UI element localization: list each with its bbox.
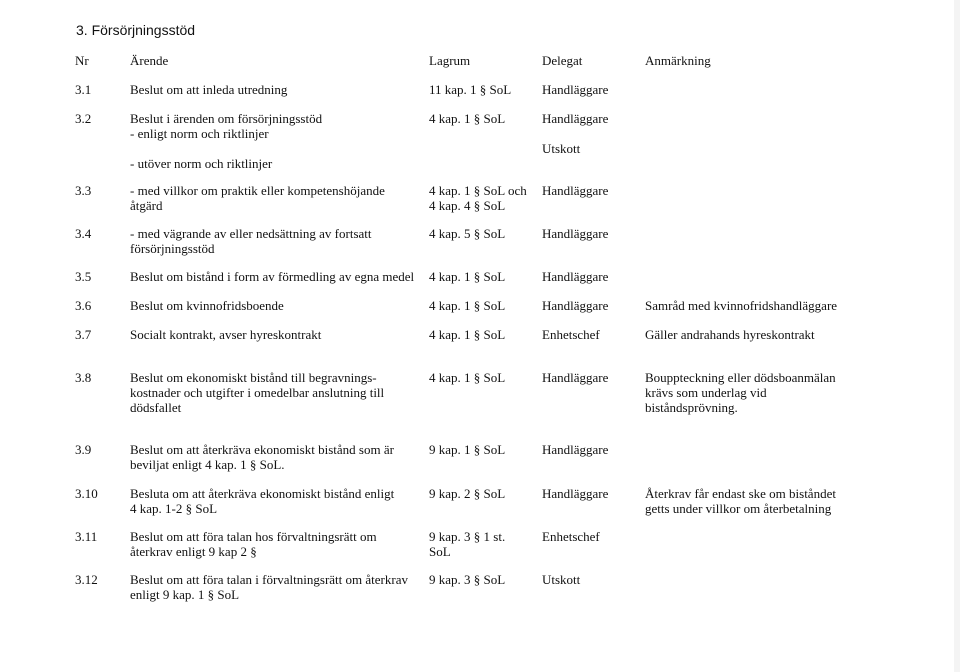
header-delegat: Delegat [542,53,583,68]
text-line [130,141,322,156]
row-delegat [542,529,600,544]
text-line: åtgärd [130,198,163,213]
row-nr: 3.11 [75,529,98,544]
row-delegat [542,442,608,457]
text-line: 4 kap. 1 § SoL [429,327,506,342]
row-lagrum [429,269,505,284]
text-line: Utskott [542,141,581,156]
row-arende [130,572,408,602]
header-anmarkning: Anmärkning [645,53,711,68]
row-delegat [542,370,608,385]
text-line: Beslut om bistånd i form av förmedling av egna medel [130,269,415,284]
text-line: Handläggare [542,111,609,126]
row-delegat [542,82,608,97]
row-arende [130,442,394,472]
row-lagrum [429,226,505,241]
text-line: Beslut i ärenden om försörjningsstöd [130,111,323,126]
text-line: Återkrav får endast ske om biståndet [645,486,836,501]
text-line: Beslut om kvinnofridsboende [130,298,284,313]
text-line: biståndsprövning. [645,400,738,415]
text-line: återkrav enligt 9 kap 2 § [130,544,257,559]
text-line: Utskott [542,572,581,587]
row-nr: 3.12 [75,572,98,587]
row-arende [130,327,321,342]
row-nr: 3.9 [75,442,92,457]
text-line: Handläggare [542,442,609,457]
text-line: - med villkor om praktik eller kompetenshöjande [130,183,385,198]
text-line: - med vägrande av eller nedsättning av fortsatt [130,226,372,241]
text-line: Gäller andrahands hyreskontrakt [645,327,815,342]
text-line: Beslut om att föra talan i förvaltningsrätt om återkrav [130,572,408,587]
text-line: Enhetschef [542,327,600,342]
row-arende [130,370,384,415]
text-line: 9 kap. 3 § 1 st. [429,529,506,544]
text-line: beviljat enligt 4 kap. 1 § SoL. [130,457,285,472]
row-nr: 3.3 [75,183,92,198]
row-delegat [542,298,608,313]
row-delegat [542,183,608,198]
text-line: - utöver norm och riktlinjer [130,156,273,171]
row-nr: 3.7 [75,327,92,342]
text-line: 11 kap. 1 § SoL [429,82,512,97]
row-anmarkning [645,327,815,342]
row-arende [130,183,385,213]
text-line: Handläggare [542,269,609,284]
text-line: 4 kap. 1 § SoL [429,370,506,385]
row-lagrum [429,442,505,457]
text-line: 4 kap. 1-2 § SoL [130,501,218,516]
row-lagrum [429,370,505,385]
row-lagrum [429,486,505,501]
text-line: Handläggare [542,183,609,198]
row-lagrum [429,111,505,126]
text-line: SoL [429,544,451,559]
text-line: 9 kap. 1 § SoL [429,442,506,457]
row-nr: 3.8 [75,370,92,385]
text-line: dödsfallet [130,400,182,415]
row-lagrum [429,327,505,342]
row-arende [130,82,287,97]
text-line: Bouppteckning eller dödsboanmälan [645,370,836,385]
row-delegat [542,327,600,342]
page-edge-shadow [954,0,960,672]
text-line: Samråd med kvinnofridshandläggare [645,298,838,313]
header-arende: Ärende [130,53,169,68]
text-line: 4 kap. 1 § SoL [429,111,506,126]
text-line: Enhetschef [542,529,600,544]
text-line: Handläggare [542,370,609,385]
text-line: kostnader och utgifter i omedelbar anslutning till [130,385,385,400]
header-nr: Nr [75,53,89,68]
row-lagrum [429,572,505,587]
text-line: 4 kap. 4 § SoL [429,198,506,213]
row-arende [130,298,284,313]
row-nr: 3.5 [75,269,92,284]
row-delegat [542,226,608,241]
row-arende [130,111,322,171]
text-line: 4 kap. 5 § SoL [429,226,506,241]
row-anmarkning [645,298,837,313]
row-lagrum [429,529,505,559]
section-title: 3. Försörjningsstöd [76,22,196,38]
row-delegat [542,572,580,587]
text-line: - enligt norm och riktlinjer [130,126,269,141]
text-line: krävs som underlag vid [645,385,767,400]
row-lagrum [429,82,511,97]
row-nr: 3.6 [75,298,92,313]
text-line: enligt 9 kap. 1 § SoL [130,587,240,602]
row-nr: 3.10 [75,486,98,501]
row-nr: 3.4 [75,226,92,241]
text-line: 4 kap. 1 § SoL [429,269,506,284]
row-arende [130,529,377,559]
row-lagrum [429,183,527,213]
text-line: Beslut om att återkräva ekonomiskt bistånd som är [130,442,394,457]
header-lagrum: Lagrum [429,53,471,68]
row-nr: 3.2 [75,111,92,126]
text-line: 9 kap. 2 § SoL [429,486,506,501]
text-line: Beslut om ekonomiskt bistånd till begravnings- [130,370,377,385]
text-line: getts under villkor om återbetalning [645,501,832,516]
row-anmarkning [645,486,836,516]
row-anmarkning [645,370,836,415]
row-delegat [542,111,608,156]
text-line: 4 kap. 1 § SoL och [429,183,527,198]
row-delegat [542,486,608,501]
text-line: Handläggare [542,82,609,97]
row-lagrum [429,298,505,313]
row-delegat [542,269,608,284]
text-line: Beslut om att föra talan hos förvaltningsrätt om [130,529,377,544]
text-line: försörjningsstöd [130,241,215,256]
row-nr: 3.1 [75,82,92,97]
text-line: 4 kap. 1 § SoL [429,298,506,313]
text-line [542,126,608,141]
text-line: Beslut om att inleda utredning [130,82,288,97]
text-line: Besluta om att återkräva ekonomiskt bistånd enligt [130,486,395,501]
text-line: Handläggare [542,226,609,241]
text-line: Handläggare [542,298,609,313]
row-arende [130,269,414,284]
text-line: 9 kap. 3 § SoL [429,572,506,587]
row-arende [130,226,372,256]
text-line: Handläggare [542,486,609,501]
row-arende [130,486,394,516]
text-line: Socialt kontrakt, avser hyreskontrakt [130,327,322,342]
